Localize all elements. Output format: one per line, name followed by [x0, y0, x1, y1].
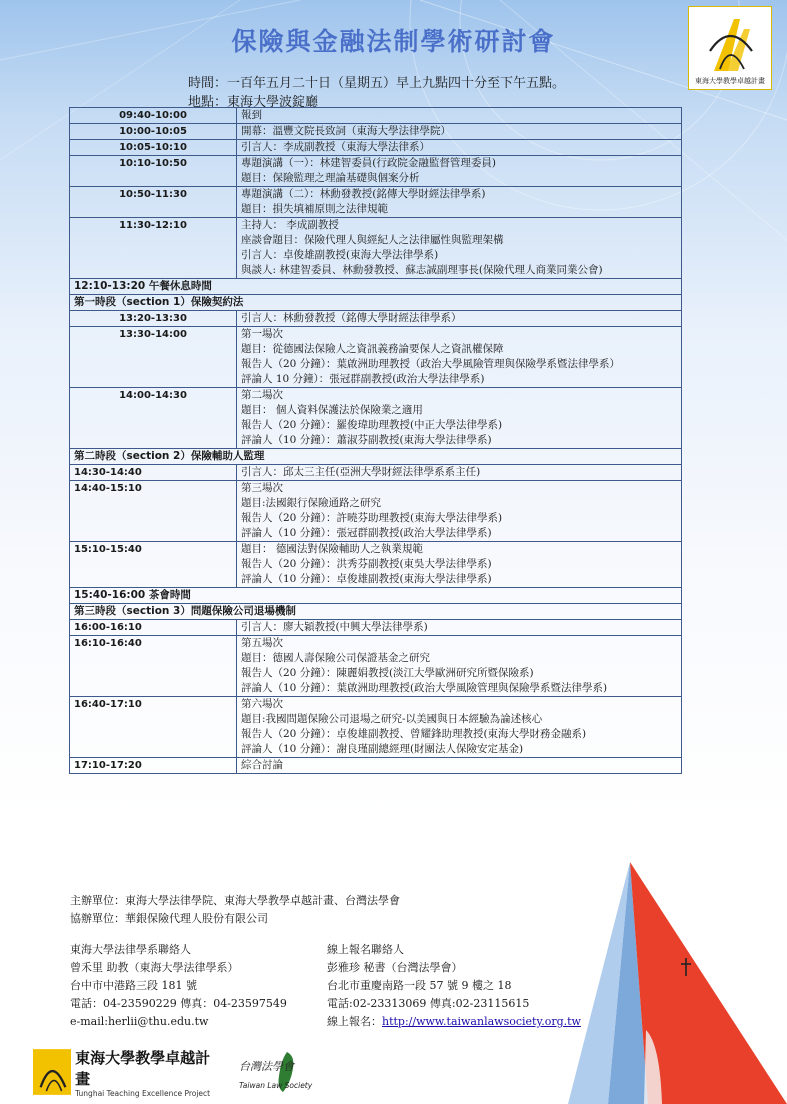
logo-name-cn: 東海大學教學卓越計畫 — [75, 1048, 211, 1088]
session-line: 座談會題目：保險代理人與經紀人之法律屬性與監理架構 — [241, 234, 504, 246]
session-line: 引言人：廖大穎教授(中興大學法律學系) — [241, 621, 428, 633]
schedule-row — [70, 187, 682, 218]
session-line: 專題演講（二）：林勳發教授(銘傳大學財經法律學系) — [241, 188, 486, 200]
session-details — [237, 108, 682, 124]
schedule-row — [70, 108, 682, 124]
tea-break-label: 15:40-16:00 茶會時間 — [70, 588, 682, 604]
session-details — [237, 465, 682, 481]
session-time: 16:00-16:10 — [70, 620, 237, 636]
logo2-cn: 台灣法學會 — [239, 1060, 294, 1073]
lunch-break — [70, 279, 682, 295]
session-line: 題目： 個人資料保護法於保險業之適用 — [241, 404, 423, 416]
session-time: 14:40-15:10 — [70, 481, 237, 542]
session-time: 11:30-12:10 — [70, 218, 237, 279]
session-line: 第一場次 — [241, 328, 283, 340]
contact-left — [70, 941, 287, 1031]
session-line: 報告人（20 分鐘）：卓俊雄副教授、曾耀鋒助理教授(東海大學財務金融系) — [241, 728, 587, 740]
contact-right — [327, 941, 581, 1031]
co-organizer-line: 協辦單位：華銀保險代理人股份有限公司 — [70, 912, 268, 925]
section-header — [70, 295, 682, 311]
session-details — [237, 218, 682, 279]
session-details — [237, 187, 682, 218]
session-line: 第三場次 — [241, 482, 283, 494]
session-line: 報告人（20 分鐘）：洪秀芬副教授(東吳大學法律學系) — [241, 558, 492, 570]
session-line: 題目：損失填補原則之法律規範 — [241, 203, 388, 215]
session-time: 10:05-10:10 — [70, 140, 237, 156]
session-time: 14:00-14:30 — [70, 388, 237, 449]
session-line: 與談人: 林建智委員、林勳發教授、蘇志誠副理事長(保險代理人商業同業公會) — [241, 264, 603, 276]
session-details — [237, 620, 682, 636]
contact-right-line: 彭雅珍 秘書（台灣法學會） — [327, 961, 463, 974]
session-details — [237, 140, 682, 156]
session-time: 16:40-17:10 — [70, 697, 237, 758]
session-line: 評論人 10 分鐘）：張冠群副教授(政治大學法律學系) — [241, 373, 485, 385]
session-line: 第六場次 — [241, 698, 283, 710]
session-line: 題目： 德國法對保險輔助人之執業規範 — [241, 543, 423, 555]
schedule-row — [70, 388, 682, 449]
session-line: 評論人（10 分鐘）：卓俊雄副教授(東海大學法律學系) — [241, 573, 492, 585]
signup-label: 線上報名： — [327, 1015, 382, 1028]
session-line: 引言人：李成副教授（東海大學法律系） — [241, 141, 430, 153]
event-place: 地點：東海大學波錠廳 — [188, 95, 319, 110]
schedule-row — [70, 311, 682, 327]
session-time: 16:10-16:40 — [70, 636, 237, 697]
session-line: 第二場次 — [241, 389, 283, 401]
contact-right-line: 電話:02-23313069 傳真:02-23115615 — [327, 997, 530, 1010]
event-time: 時間：一百年五月二十日（星期五）早上九點四十分至下午五點。 — [188, 76, 566, 91]
schedule-table — [69, 107, 682, 774]
schedule-row — [70, 758, 682, 774]
session-line: 開幕：溫豐文院長致詞（東海大學法律學院） — [241, 125, 451, 137]
schedule-row — [70, 140, 682, 156]
schedule-row — [70, 465, 682, 481]
session-line: 引言人：林勳發教授（銘傳大學財經法律學系） — [241, 312, 462, 324]
session-line: 題目：保險監理之理論基礎與個案分析 — [241, 172, 420, 184]
logo-emblem-icon — [33, 1048, 71, 1096]
session-line: 報告人（20 分鐘）：羅俊瑋助理教授(中正大學法律學系) — [241, 419, 503, 431]
session-details — [237, 697, 682, 758]
contact-left-line: 電話：04-23590229 傳真：04-23597549 — [70, 997, 287, 1010]
schedule-body — [70, 108, 682, 774]
schedule-row — [70, 327, 682, 388]
signup-line — [327, 1013, 581, 1031]
section-header — [70, 449, 682, 465]
session-line: 評論人（10 分鐘）：謝良瑾副總經理(財團法人保險安定基金) — [241, 743, 524, 755]
session-time: 10:00-10:05 — [70, 124, 237, 140]
section-header — [70, 604, 682, 620]
session-details — [237, 636, 682, 697]
session-line: 評論人（10 分鐘）：張冠群副教授(政治大學法律學系) — [241, 527, 492, 539]
session-line: 報到 — [241, 109, 262, 121]
contact-left-line: 曾禾里 助教（東海大學法律學系） — [70, 961, 239, 974]
session-details — [237, 758, 682, 774]
session-line: 題目：從德國法保險人之資訊義務論要保人之資訊權保障 — [241, 343, 504, 355]
session-details — [237, 542, 682, 588]
section-header-label: 第二時段（section 2）保險輔助人監理 — [70, 449, 682, 465]
church-illustration — [548, 830, 787, 1104]
signup-link[interactable]: http://www.taiwanlawsociety.org.tw — [382, 1015, 581, 1028]
session-line: 題目:我國問題保險公司退場之研究-以美國與日本經驗為論述核心 — [241, 713, 543, 725]
schedule-row — [70, 481, 682, 542]
contact-email[interactable]: e-mail:herlii@thu.edu.tw — [70, 1015, 209, 1028]
session-time: 13:20-13:30 — [70, 311, 237, 327]
session-time: 13:30-14:00 — [70, 327, 237, 388]
session-line: 綜合討論 — [241, 759, 283, 771]
logo-caption: 東海大學教學卓越計畫 — [695, 77, 765, 85]
session-time: 17:10-17:20 — [70, 758, 237, 774]
session-line: 報告人（20 分鐘）：陳麗娟教授(淡江大學歐洲研究所暨保險系) — [241, 667, 534, 679]
schedule-row — [70, 542, 682, 588]
organizers — [70, 892, 400, 928]
session-line: 專題演講（一）：林建智委員(行政院金融監督管理委員) — [241, 157, 496, 169]
session-line: 引言人：邱太三主任(亞洲大學財經法律學系系主任) — [241, 466, 481, 478]
session-line: 報告人（20 分鐘）：葉啟洲助理教授（政治大學風險管理與保險學系暨法律學系） — [241, 358, 620, 370]
contact-left-line: 東海大學法律學系聯絡人 — [70, 943, 191, 956]
session-details — [237, 481, 682, 542]
session-time: 10:50-11:30 — [70, 187, 237, 218]
schedule-row — [70, 620, 682, 636]
schedule-row — [70, 124, 682, 140]
section-header-label: 第三時段（section 3）問題保險公司退場機制 — [70, 604, 682, 620]
tea-break — [70, 588, 682, 604]
session-details — [237, 311, 682, 327]
session-line: 報告人（20 分鐘）：許曉芬助理教授(東海大學法律學系) — [241, 512, 503, 524]
contact-left-line: 台中市中港路三段 181 號 — [70, 979, 197, 992]
schedule-row — [70, 156, 682, 187]
lunch-break-label: 12:10-13:20 午餐休息時間 — [70, 279, 682, 295]
session-line: 引言人：卓俊雄副教授(東海大學法律學系) — [241, 249, 439, 261]
tunghai-footer-logo — [33, 1046, 218, 1098]
contact-right-line: 線上報名聯絡人 — [327, 943, 404, 956]
page-title: 保險與金融法制學術研討會 — [231, 27, 556, 56]
session-line: 題目：德國人壽保險公司保證基金之研究 — [241, 652, 430, 664]
schedule-row — [70, 636, 682, 697]
session-details — [237, 388, 682, 449]
taiwan-law-society-logo — [235, 1048, 320, 1096]
session-details — [237, 327, 682, 388]
organizer-line: 主辦單位：東海大學法律學院、東海大學教學卓越計畫、台灣法學會 — [70, 894, 400, 907]
session-line: 評論人（10 分鐘）：蕭淑芬副教授(東海大學法律學系) — [241, 434, 492, 446]
session-line: 題目:法國銀行保險通路之研究 — [241, 497, 382, 509]
schedule-row — [70, 697, 682, 758]
session-time: 09:40-10:00 — [70, 108, 237, 124]
session-time: 15:10-15:40 — [70, 542, 237, 588]
session-details — [237, 156, 682, 187]
session-line: 主持人： 李成副教授 — [241, 219, 339, 231]
session-line: 評論人（10 分鐘）：葉啟洲助理教授(政治大學風險管理與保險學系暨法律學系) — [241, 682, 608, 694]
contact-right-line: 台北市重慶南路一段 57 號 9 樓之 18 — [327, 979, 512, 992]
schedule-row — [70, 218, 682, 279]
logo2-en: Taiwan Law Society — [239, 1081, 313, 1090]
session-line: 第五場次 — [241, 637, 283, 649]
session-details — [237, 124, 682, 140]
session-time: 14:30-14:40 — [70, 465, 237, 481]
section-header-label: 第一時段（section 1）保險契約法 — [70, 295, 682, 311]
session-time: 10:10-10:50 — [70, 156, 237, 187]
logo-name-en: Tunghai Teaching Excellence Project — [75, 1088, 211, 1098]
